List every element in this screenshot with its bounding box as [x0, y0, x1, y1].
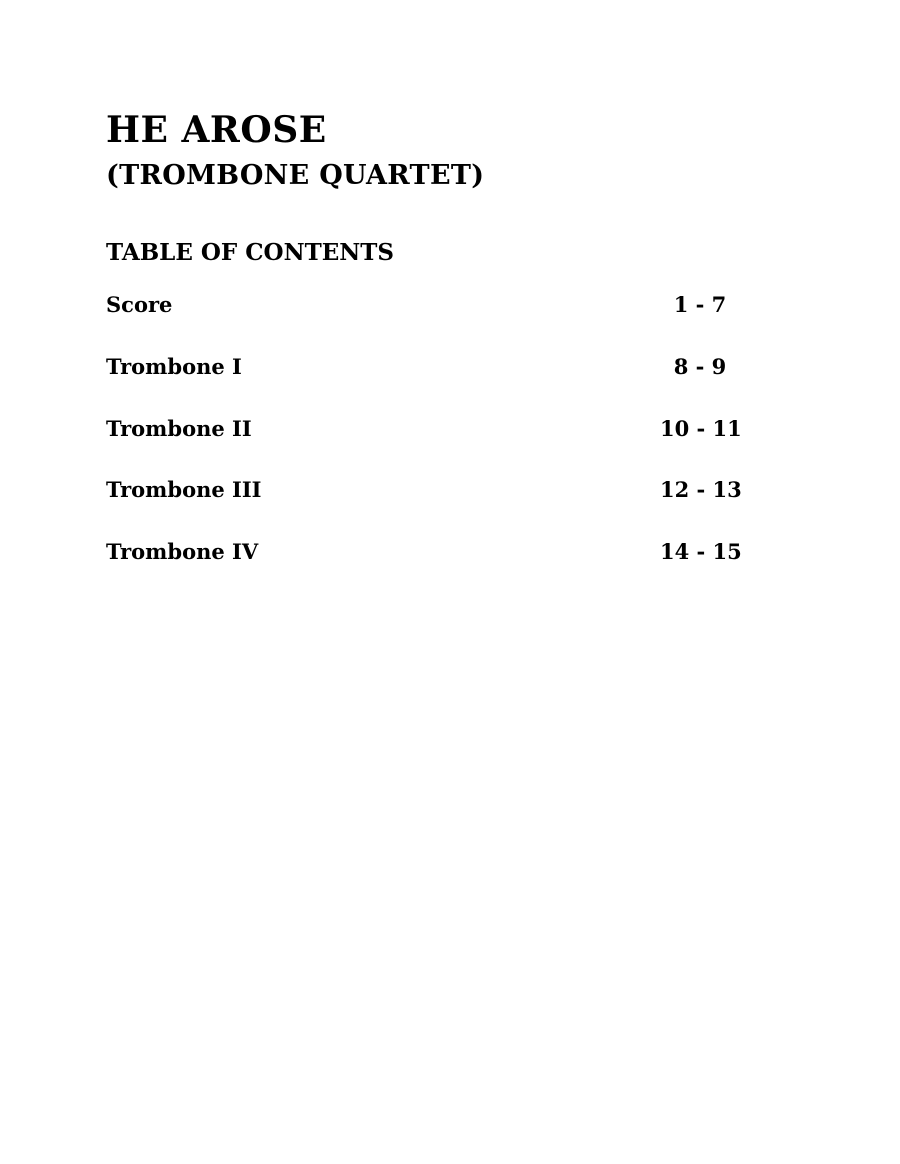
toc-entry-label: Trombone IV: [106, 539, 259, 564]
toc-entry-pages: 1 - 7: [673, 292, 727, 317]
toc-list: [106, 290, 746, 599]
toc-entry-trombone-1: [106, 352, 746, 414]
toc-entry-pages: 12 - 13: [660, 477, 742, 503]
toc-entry-pages: 10 - 11: [660, 415, 742, 441]
document-title: HE AROSE: [106, 109, 327, 151]
toc-entry-trombone-3: [106, 475, 746, 537]
toc-entry-pages: 8 - 9: [673, 353, 727, 379]
toc-entry-label: Trombone I: [106, 353, 242, 379]
toc-entry-label: Score: [106, 292, 173, 317]
document-subtitle: (TROMBONE QUARTET): [106, 160, 485, 191]
toc-entry-trombone-2: [106, 414, 746, 476]
toc-entry-label: Trombone II: [106, 415, 252, 441]
toc-heading: TABLE OF CONTENTS: [106, 239, 394, 266]
toc-entry-trombone-4: [106, 537, 746, 599]
toc-entry-score: [106, 290, 746, 352]
toc-entry-pages: 14 - 15: [660, 539, 742, 564]
toc-entry-label: Trombone III: [106, 477, 262, 503]
